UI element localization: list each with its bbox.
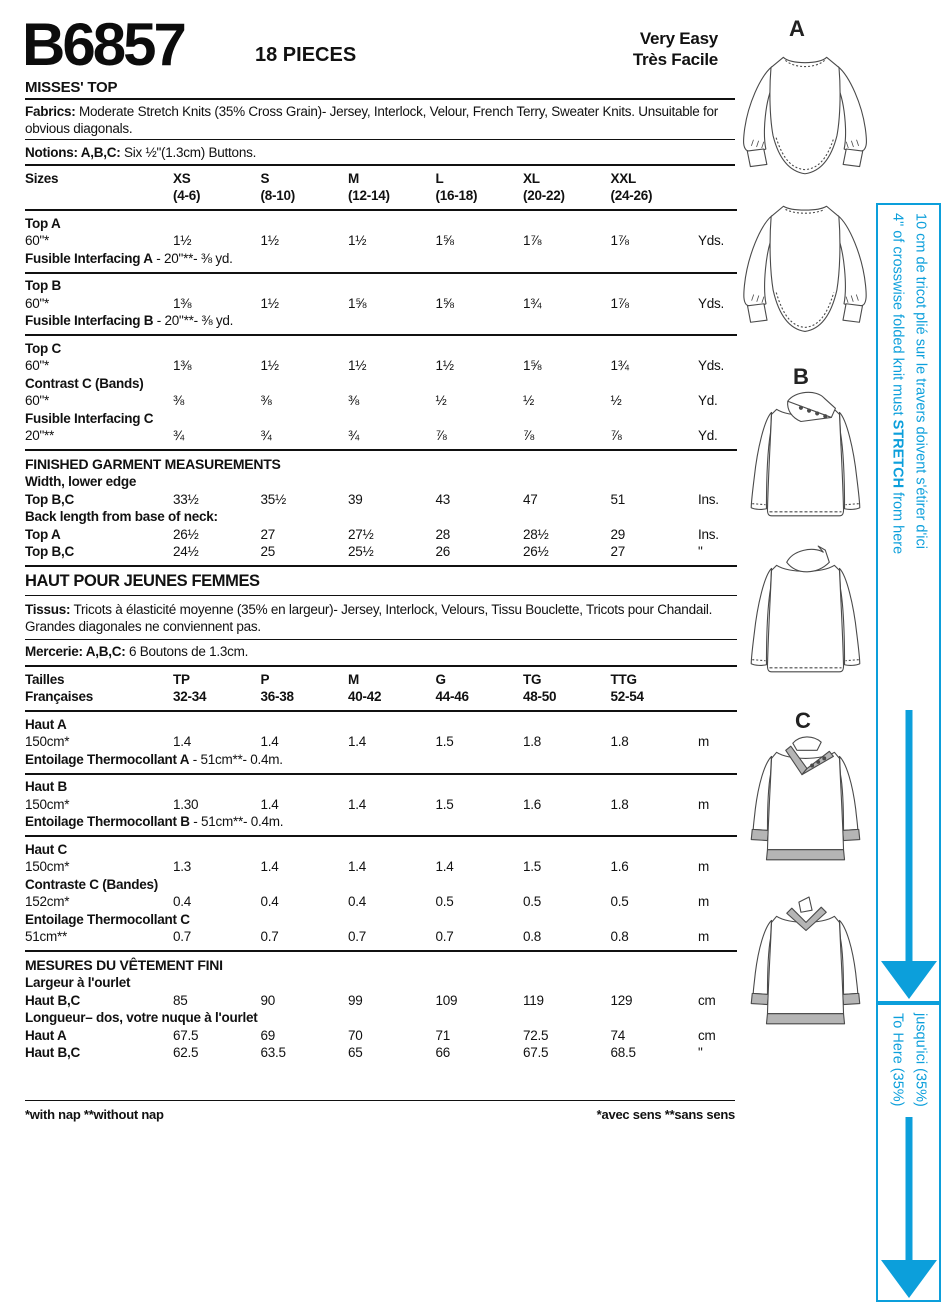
cell-value: 0.8 [523,929,542,944]
table-row [25,544,737,562]
stretch-gauge-line-english: 4" of crosswise folded knit must STRETCH from here [889,213,906,555]
collar [787,546,830,572]
cell-value: 119 [523,992,544,1008]
cell-value: 71 [435,1027,451,1043]
row-label: Top B,C [25,544,74,559]
cuff [843,304,863,322]
cell-value: 69 [260,1027,276,1043]
cell-value: 66 [435,1045,451,1060]
cuff [843,149,863,167]
row-label: 150cm* [25,859,70,874]
cell-value: 35½ [260,491,287,507]
unit-label: m [698,859,709,874]
unit-label: m [698,929,709,944]
fabrics-label: Fabrics: [25,104,76,119]
cell-value: 1.4 [173,734,192,749]
button [811,764,814,767]
stretch-gauge-text [885,213,931,554]
cell-value: 1⅞ [523,233,542,248]
table-row [25,170,737,188]
cell-value: ⅜ [260,393,272,408]
section-divider [25,639,737,640]
table-row [25,526,737,544]
cell-value: 62.5 [173,1045,199,1060]
down-arrow-icon [881,961,937,999]
row-label: Haut B,C [25,992,80,1008]
section-divider [25,272,737,274]
row-subheading: Width, lower edge [25,474,137,489]
cell-value: 28 [435,526,451,542]
note-text: - 51cm**- 0.4m. [189,814,284,829]
garment-title: MISSES' TOP [25,79,118,96]
down-arrow-icon [905,1117,912,1263]
cuff [747,149,767,167]
cell-value: XS [173,170,191,186]
fabrics-text: Moderate Stretch Knits (35% Cross Grain)- Jersey, Interlock, Velour, French Terry, Sweater Knits. Unsuitable for obvious diagonals. [25,104,719,136]
note-lead: Mercerie: A,B,C: [25,644,126,659]
section-heading: HAUT POUR JEUNES FEMMES [25,572,260,590]
cell-value: (24-26) [610,188,653,203]
cell-value: 1⅞ [610,233,629,248]
row-subheading: Contraste C (Bandes) [25,876,159,892]
section-divider [25,710,737,712]
cell-value: ½ [523,393,535,408]
footnote-english: *with nap **without nap [25,1107,164,1122]
cell-value: TP [173,671,190,687]
table-row [25,233,737,251]
cell-value: 36-38 [260,689,294,704]
cell-value: 1½ [435,358,454,373]
row-subheading: Entoilage Thermocollant C [25,911,190,927]
cell-value: (8-10) [260,188,296,203]
cell-value: 1.4 [435,859,454,874]
row-label: Sizes [25,170,59,186]
table-row [25,894,737,912]
view-a-label: A [789,16,805,41]
cell-value: 0.7 [173,929,192,944]
stretch-gauge-target-text [885,1013,931,1107]
cell-value: P [260,671,270,687]
cell-value: 67.5 [523,1045,549,1060]
footnote-french: *avec sens **sans sens [596,1107,735,1122]
cell-value: ⅞ [523,428,535,443]
cell-value: 1½ [348,358,367,373]
cell-value: 67.5 [173,1027,199,1043]
unit-label: " [698,544,703,559]
cell-value: ½ [610,393,622,408]
cell-value: XXL [610,170,637,186]
footnotes [25,1100,735,1122]
notions-text: Six ½"(1.3cm) Buttons. [120,145,257,160]
cell-value: 32-34 [173,689,207,704]
cell-value: S [260,170,270,186]
cell-value: 90 [260,992,276,1008]
row-label: 51cm** [25,929,68,944]
unit-label: m [698,894,709,909]
note-lead: Entoilage Thermocollant B [25,814,190,829]
cell-value: 1½ [348,233,367,248]
cell-value: L [435,170,444,186]
table-row [25,188,737,206]
cell-value: 1.5 [435,734,454,749]
cell-value: M [348,671,359,687]
pieces-count: 18 PIECES [255,44,357,66]
unit-label: Ins. [698,491,719,507]
body [767,916,843,1013]
cell-value: 52-54 [610,689,644,704]
note-lead: Tissus: [25,601,71,617]
cell-value: 27 [610,544,626,559]
row-label: 60"* [25,358,50,373]
cell-value: 1½ [260,295,279,311]
cell-value: 1.4 [348,859,367,874]
cell-value: 26½ [523,544,549,559]
cell-value: 0.4 [348,894,367,909]
table-note [25,250,737,268]
row-label: Françaises [25,689,94,704]
to-here-french: jusqu'ici (35%) [912,1013,929,1107]
row-subheading: Top C [25,340,61,356]
body [767,409,843,515]
row-label: Top A [25,526,61,542]
note-text: Tricots à élasticité moyenne (35% en largeur)- Jersey, Interlock, Velours, Tissu Bouclette, Tricots pour Chandail. Grandes diagonales ne conviennent pas. [25,601,713,634]
row-label: Tailles [25,671,65,687]
note-text: 6 Boutons de 1.3cm. [125,644,249,659]
table-note [25,313,737,331]
collar [793,737,821,750]
table-row [25,295,737,313]
table-row [25,689,737,707]
cell-value: 28½ [523,526,549,542]
cell-value: 1.3 [173,859,192,874]
row-subheading: Top B [25,278,61,293]
cell-value: 43 [435,491,451,507]
row-subheading: Top A [25,215,61,231]
table-row [25,796,737,814]
cell-value: 1.4 [260,796,279,812]
cell-value: 0.8 [610,929,629,944]
table-row [25,859,737,877]
cell-value: ⅜ [348,393,360,408]
cell-value: 27½ [348,526,374,542]
down-arrow-icon [905,710,912,966]
divider [25,98,735,100]
difficulty-english: Very Easy [639,29,718,48]
unit-label: Yds. [698,358,725,373]
cell-value: 65 [348,1045,363,1060]
section-divider [25,565,737,567]
cell-value: 25 [260,544,276,559]
cell-value: ¾ [173,428,185,443]
contrast-hem-band [766,1014,844,1024]
cell-value: 0.7 [435,929,454,944]
row-label: 152cm* [25,894,70,909]
cell-value: 1½ [260,358,279,373]
unit-label: Ins. [698,526,719,542]
body [770,206,840,331]
difficulty-french: Très Facile [632,50,718,69]
cell-value: ⅜ [173,393,185,408]
notions-description [25,144,737,161]
view-c-label: C [795,708,811,733]
table-note [25,751,737,769]
notions-label: Notions: A,B,C: [25,145,121,160]
cell-value: 1.6 [523,796,542,812]
difficulty-rating [500,28,718,70]
section-divider [25,449,737,451]
row-label: Haut B,C [25,1045,80,1060]
cell-value: 0.7 [348,929,367,944]
section-divider [25,209,737,211]
cell-value: 70 [348,1027,363,1043]
cell-value: 27 [260,526,276,542]
divider [25,139,735,140]
cell-value: 1¾ [610,358,629,373]
spec-table [25,170,737,1062]
cell-value: 63.5 [260,1045,286,1060]
cell-value: 68.5 [610,1045,636,1060]
cell-value: 1⅝ [348,295,367,311]
table-note [25,814,737,832]
cell-value: 29 [610,526,626,542]
table-row [25,428,737,446]
row-label: 60"* [25,233,50,248]
unit-label: Yds. [698,295,725,311]
cell-value: 109 [435,992,458,1008]
view-a-front-illustration [738,42,872,188]
unit-label: Yds. [698,233,725,248]
contrast-hem-band [766,850,844,860]
contrast-cuff-band [843,993,860,1004]
cell-value: 1½ [173,233,192,248]
cell-value: 0.4 [173,894,192,909]
row-subheading: Haut C [25,841,67,857]
table-row [25,929,737,947]
cell-value: 1.8 [610,734,629,749]
collar [799,897,812,912]
cell-value: ⅞ [435,428,447,443]
cell-value: (20-22) [523,188,565,203]
view-a-back-illustration [738,196,872,352]
cell-value: TTG [610,671,637,687]
cell-value: 1.4 [260,859,279,874]
contrast-cuff-band [843,829,860,840]
cell-value: 1.8 [523,734,542,749]
cell-value: (12-14) [348,188,390,203]
cell-value: 1⅞ [610,295,629,311]
table-paragraph [25,600,737,636]
unit-label: m [698,734,709,749]
cell-value: 1.4 [260,734,279,749]
row-subheading: Contrast C (Bands) [25,375,144,391]
cell-value: 72.5 [523,1027,549,1043]
collar [788,392,836,421]
cell-value: 48-50 [523,689,557,704]
cell-value: ¾ [260,428,272,443]
table-row [25,1045,737,1063]
table-row [25,1027,737,1045]
table-row [25,734,737,752]
cell-value: 26½ [173,526,199,542]
cuff [748,304,768,322]
cell-value: 74 [610,1027,626,1043]
row-label: Top B,C [25,491,74,507]
unit-label: " [698,1045,703,1060]
cell-value: 1⅝ [435,295,454,311]
view-c-back-illustration [742,894,869,1038]
cell-value: 1.8 [610,796,629,812]
cell-value: 1.5 [523,859,542,874]
note-lead: Fusible Interfacing A [25,250,153,266]
note-text: - 20"**- ⅜ yd. [152,250,233,266]
cell-value: ½ [435,393,447,408]
cell-value: 1.4 [348,796,367,812]
row-subheading: Haut A [25,716,67,732]
row-subheading: Haut B [25,779,67,794]
cell-value: M [348,170,359,186]
pattern-number: B6857 [22,11,184,78]
row-subheading: Largeur à l'ourlet [25,975,131,990]
table-row [25,393,737,411]
unit-label: cm [698,992,716,1008]
row-subheading: Fusible Interfacing C [25,410,154,426]
note-lead: Fusible Interfacing B [25,313,154,328]
unit-label: Yd. [698,428,718,443]
view-b-label: B [793,364,809,389]
unit-label: cm [698,1027,716,1043]
cell-value: ¾ [348,428,360,443]
row-label: 60"* [25,393,50,408]
section-heading: FINISHED GARMENT MEASUREMENTS [25,456,281,472]
cell-value: G [435,671,446,687]
cell-value: 1½ [260,233,279,248]
cell-value: XL [523,170,540,186]
fabrics-description [25,103,737,137]
divider [25,164,735,166]
cell-value: 1.4 [348,734,367,749]
button [817,761,820,764]
body [770,57,840,173]
button [824,415,827,418]
cell-value: 47 [523,491,538,507]
cell-value: 1⅝ [435,233,454,248]
view-c-front-illustration [742,730,869,874]
cell-value: 1.5 [435,796,454,812]
row-label: Haut A [25,1027,67,1043]
cell-value: 1⅜ [173,295,192,311]
row-label: 150cm* [25,734,70,749]
cell-value: 51 [610,491,626,507]
row-label: 20"** [25,428,55,443]
button [808,409,811,412]
cell-value: (16-18) [435,188,478,203]
cell-value: ⅞ [610,428,622,443]
cell-value: 0.5 [523,894,542,909]
cell-value: 0.5 [610,894,629,909]
cell-value: (4-6) [173,188,201,203]
table-row [25,358,737,376]
cell-value: 40-42 [348,689,382,704]
cell-value: TG [523,671,542,687]
section-divider [25,334,737,336]
contrast-cuff-band [751,829,768,840]
button [823,757,826,760]
section-divider [25,835,737,837]
note-text: - 51cm**- 0.4m. [189,751,283,767]
cell-value: 129 [610,992,633,1008]
button [799,406,802,409]
section-heading: MESURES DU VÊTEMENT FINI [25,957,223,973]
note-lead: Entoilage Thermocollant A [25,751,190,767]
table-note [25,644,737,662]
stretch-gauge-target-box [876,1003,941,1302]
button [816,412,819,415]
cell-value: 24½ [173,544,199,559]
section-divider [25,950,737,952]
section-divider [25,665,737,667]
row-subheading: Longueur– dos, votre nuque à l'ourlet [25,1010,258,1025]
table-row [25,491,737,509]
cell-value: 85 [173,992,188,1008]
cell-value: 1⅜ [173,358,192,373]
view-b-back-illustration [742,542,869,684]
cell-value: 0.5 [435,894,454,909]
contrast-cuff-band [751,993,768,1004]
cell-value: 0.7 [260,929,279,944]
cell-value: 1.30 [173,796,199,812]
stretch-gauge-line-french: 10 cm de tricot plié sur le travers doivent s'étirer d'ici [912,213,929,549]
cell-value: 39 [348,491,363,507]
cell-value: 1.6 [610,859,629,874]
unit-label: Yd. [698,393,718,408]
cell-value: 33½ [173,491,199,507]
note-text: - 20"**- ⅜ yd. [153,313,234,328]
unit-label: m [698,796,709,812]
table-row [25,671,737,689]
row-subheading: Back length from base of neck: [25,509,218,524]
row-label: 150cm* [25,796,70,812]
row-label: 60"* [25,295,50,311]
cell-value: 1⅝ [523,358,542,373]
cell-value: 26 [435,544,451,559]
cell-value: 99 [348,992,363,1008]
body [767,565,843,672]
cell-value: 25½ [348,544,374,559]
to-here-english: To Here (35%) [889,1013,906,1107]
cell-value: 44-46 [435,689,469,704]
section-divider [25,773,737,775]
view-b-front-illustration [742,386,869,528]
cell-value: 1¾ [523,295,542,311]
section-divider [25,595,737,596]
stretch-gauge-box [876,203,941,1003]
table-row [25,992,737,1010]
down-arrow-icon [881,1260,937,1298]
cell-value: 0.4 [260,894,279,909]
